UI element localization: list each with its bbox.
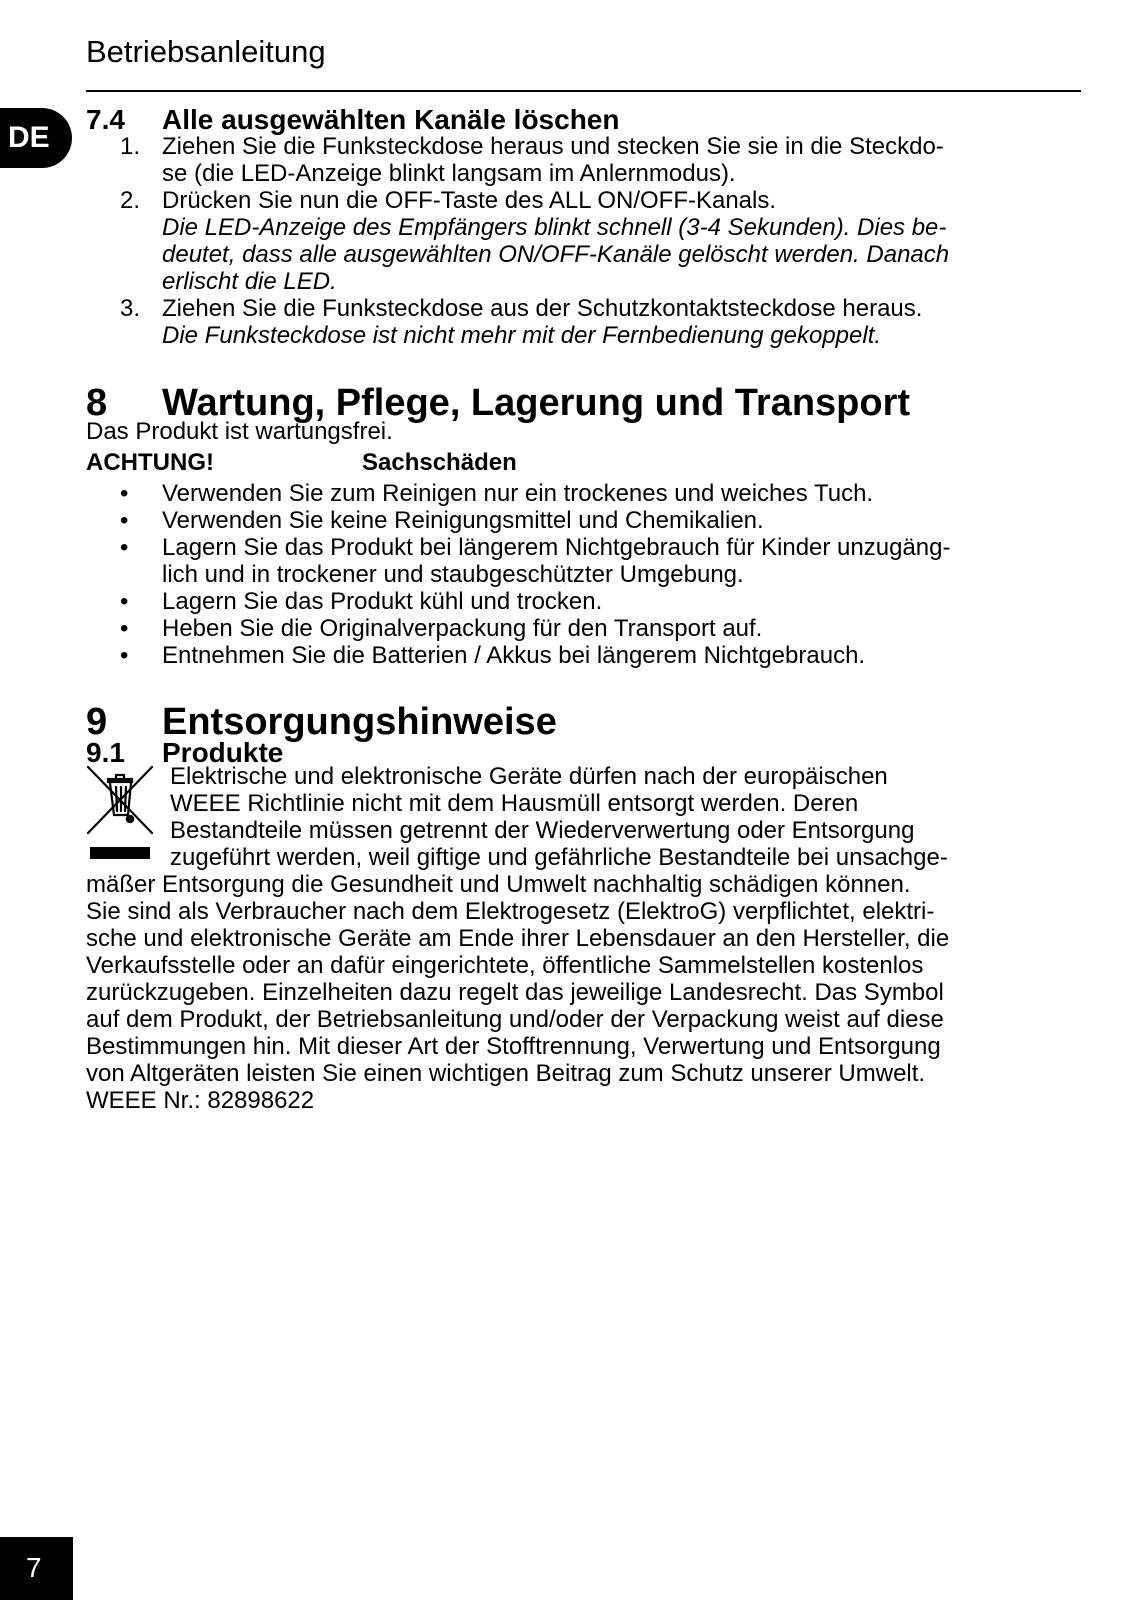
bullet-text-line: Heben Sie die Originalverpackung für den Transport auf. bbox=[162, 615, 763, 642]
section-number: 7.4 bbox=[86, 104, 125, 135]
steps-list bbox=[86, 133, 1086, 349]
bullet-glyph: • bbox=[120, 507, 129, 534]
bullet-text-line: Lagern Sie das Produkt bei längerem Nichtgebrauch für Kinder unzugäng- bbox=[162, 534, 951, 561]
disposal-text-line: mäßer Entsorgung die Gesundheit und Umwelt nachhaltig schädigen können. bbox=[86, 871, 911, 898]
bullet-item bbox=[86, 642, 1086, 669]
bullet-item bbox=[86, 588, 1086, 615]
section-number: 8 bbox=[86, 382, 108, 424]
step-text-line: Ziehen Sie die Funksteckdose heraus und stecken Sie sie in die Steckdo- bbox=[162, 133, 944, 160]
step-item bbox=[86, 187, 1086, 295]
disposal-text-line: zugeführt werden, weil giftige und gefährliche Bestandteile bei unsachge- bbox=[170, 844, 948, 871]
bullet-glyph: • bbox=[120, 480, 129, 507]
warning-row bbox=[86, 449, 1086, 476]
bullet-item bbox=[86, 480, 1086, 507]
section-title: Entsorgungshinweise bbox=[162, 701, 557, 743]
disposal-text-line: WEEE Richtlinie nicht mit dem Hausmüll entsorgt werden. Deren bbox=[170, 790, 859, 817]
step-result-line: erlischt die LED. bbox=[162, 268, 337, 295]
disposal-text-line: Sie sind als Verbraucher nach dem Elektrogesetz (ElektroG) verpflichtet, elektri- bbox=[86, 898, 935, 925]
language-code: DE bbox=[8, 121, 50, 154]
warning-title: Sachschäden bbox=[362, 449, 517, 476]
warning-label: ACHTUNG! bbox=[86, 449, 214, 476]
disposal-text-line: WEEE Nr.: 82898622 bbox=[86, 1087, 315, 1114]
bullet-glyph: • bbox=[120, 615, 129, 642]
step-text-line: Ziehen Sie die Funksteckdose aus der Schutzkontaktsteckdose heraus. bbox=[162, 295, 923, 322]
disposal-text-line: auf dem Produkt, der Betriebsanleitung und/oder der Verpackung weist auf diese bbox=[86, 1006, 944, 1033]
section-title: Alle ausgewählten Kanäle löschen bbox=[162, 104, 620, 135]
bullet-item bbox=[86, 507, 1086, 534]
bullet-text-line: Verwenden Sie keine Reinigungsmittel und Chemikalien. bbox=[162, 507, 764, 534]
step-number: 2. bbox=[120, 187, 141, 214]
page-number-tab bbox=[0, 1537, 73, 1600]
section-8-intro: Das Produkt ist wartungsfrei. bbox=[86, 418, 393, 445]
step-item bbox=[86, 295, 1086, 349]
bullet-item bbox=[86, 534, 1086, 588]
bullet-item bbox=[86, 615, 1086, 642]
disposal-text-line: Elektrische und elektronische Geräte dürfen nach der europäischen bbox=[170, 763, 888, 790]
document-title: Betriebsanleitung bbox=[86, 34, 326, 69]
weee-crossed-bin-icon bbox=[86, 765, 154, 865]
bullet-text-line: Entnehmen Sie die Batterien / Akkus bei längerem Nichtgebrauch. bbox=[162, 642, 866, 669]
bullet-text-line: lich und in trockener und staubgeschützter Umgebung. bbox=[162, 561, 744, 588]
bullet-glyph: • bbox=[120, 588, 129, 615]
language-tab bbox=[0, 108, 72, 168]
step-number: 1. bbox=[120, 133, 141, 160]
step-result-line: Die LED-Anzeige des Empfängers blinkt schnell (3-4 Sekunden). Dies be- bbox=[162, 214, 947, 241]
step-text-line: se (die LED-Anzeige blinkt langsam im Anlernmodus). bbox=[162, 160, 736, 187]
bullet-list bbox=[86, 480, 1086, 669]
bullet-glyph: • bbox=[120, 642, 129, 669]
step-item bbox=[86, 133, 1086, 187]
header-divider bbox=[86, 90, 1081, 92]
weee-block bbox=[86, 763, 1086, 871]
page-content bbox=[86, 104, 1086, 1114]
disposal-text-line: Bestimmungen hin. Mit dieser Art der Stofftrennung, Verwertung und Entsorgung bbox=[86, 1033, 941, 1060]
page-number: 7 bbox=[26, 1552, 42, 1583]
section-title: Produkte bbox=[162, 737, 284, 768]
step-number: 3. bbox=[120, 295, 141, 322]
step-result-line: deutet, dass alle ausgewählten ON/OFF-Kanäle gelöscht werden. Danach bbox=[162, 241, 950, 268]
bullet-text-line: Lagern Sie das Produkt kühl und trocken. bbox=[162, 588, 603, 615]
disposal-text-line: zurückzugeben. Einzelheiten dazu regelt das jeweilige Landesrecht. Das Symbol bbox=[86, 979, 944, 1006]
disposal-text-line: von Altgeräten leisten Sie einen wichtigen Beitrag zum Schutz unserer Umwelt. bbox=[86, 1060, 926, 1087]
step-result-line: Die Funksteckdose ist nicht mehr mit der Fernbedienung gekoppelt. bbox=[162, 322, 882, 349]
section-number: 9 bbox=[86, 701, 108, 743]
step-text-line: Drücken Sie nun die OFF-Taste des ALL ON/OFF-Kanals. bbox=[162, 187, 777, 214]
section-7-4-heading bbox=[86, 104, 1086, 136]
section-number: 9.1 bbox=[86, 737, 125, 768]
disposal-text-line: Verkaufsstelle oder an dafür eingerichtete, öffentliche Sammelstellen kostenlos bbox=[86, 952, 924, 979]
section-title: Wartung, Pflege, Lagerung und Transport bbox=[162, 382, 911, 424]
disposal-text-line: sche und elektronische Geräte am Ende ihrer Lebensdauer an den Hersteller, die bbox=[86, 925, 950, 952]
bullet-text-line: Verwenden Sie zum Reinigen nur ein trockenes und weiches Tuch. bbox=[162, 480, 874, 507]
disposal-text-line: Bestandteile müssen getrennt der Wiederverwertung oder Entsorgung bbox=[170, 817, 915, 844]
bullet-glyph: • bbox=[120, 534, 129, 561]
